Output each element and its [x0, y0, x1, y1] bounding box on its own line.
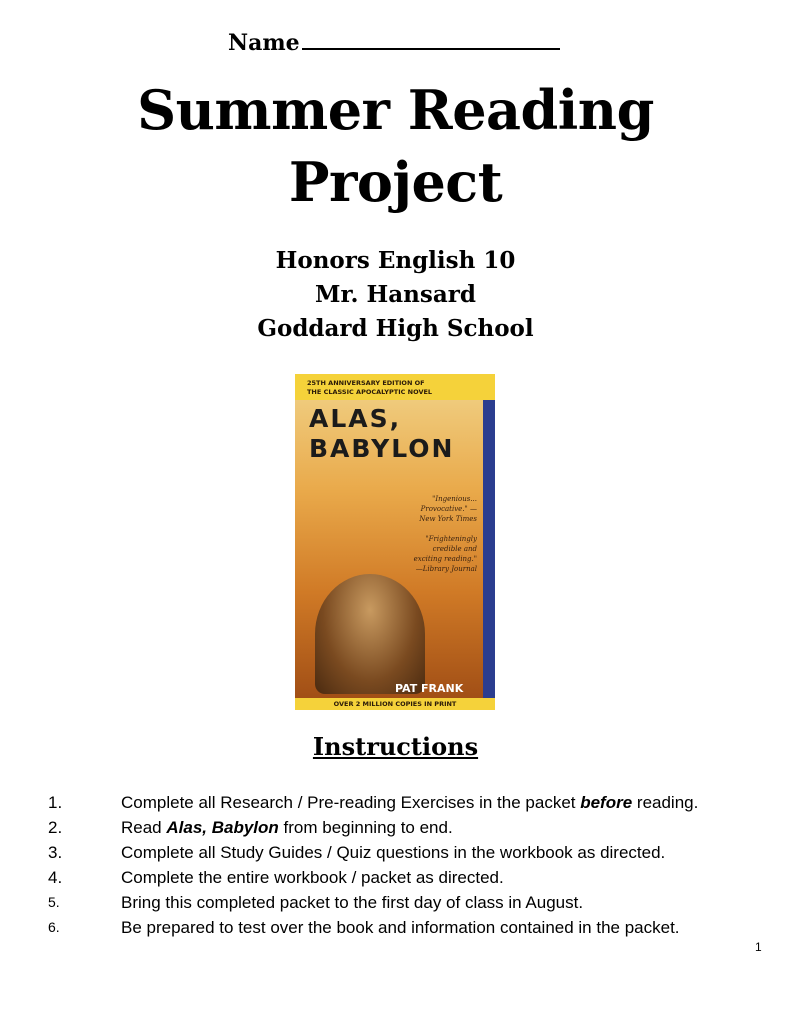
item-text-emphasis: Alas, Babylon [166, 818, 279, 837]
page-title [0, 74, 791, 218]
item-text: Complete the entire workbook / packet as directed. [121, 868, 504, 887]
cover-quote-1: "Ingenious... Provocative." —New York Times [419, 495, 477, 523]
course-info [0, 244, 791, 346]
name-label: Name [228, 30, 300, 56]
cover-illustration-figure [315, 574, 425, 694]
item-number: 1. [48, 793, 63, 812]
teacher-name: Mr. Hansard [315, 281, 476, 308]
item-text-post: reading. [632, 793, 699, 812]
title-line-2: Project [288, 150, 503, 214]
list-item [48, 790, 768, 815]
item-text: Be prepared to test over the book and information contained in the packet. [121, 918, 680, 937]
item-number: 4. [48, 868, 63, 887]
item-text [121, 790, 698, 815]
instructions-list [48, 790, 768, 940]
cover-title-line-1: ALAS, [309, 404, 402, 433]
cover-book-title [309, 404, 454, 464]
class-name: Honors English 10 [275, 247, 516, 274]
list-item [48, 815, 768, 840]
book-cover-image [295, 374, 495, 710]
cover-author: PAT FRANK [395, 682, 464, 695]
item-number: 3. [48, 843, 63, 862]
item-text: Complete all Study Guides / Quiz questions in the workbook as directed. [121, 843, 666, 862]
cover-band-line-1: 25TH ANNIVERSARY EDITION OF [307, 379, 425, 387]
cover-title-line-2: BABYLON [309, 434, 455, 463]
item-number: 6. [48, 919, 60, 935]
item-number: 2. [48, 818, 63, 837]
cover-band-line-2: THE CLASSIC APOCALYPTIC NOVEL [307, 388, 433, 396]
name-field [228, 28, 560, 56]
item-text-emphasis: before [580, 793, 633, 812]
instructions-heading: Instructions [312, 732, 479, 761]
title-line-1: Summer Reading [137, 78, 654, 142]
page-number: 1 [755, 940, 762, 954]
cover-blue-stripe [483, 400, 495, 700]
list-item [48, 890, 768, 915]
item-text [121, 815, 453, 840]
item-number: 5. [48, 894, 60, 910]
cover-bottom-band: OVER 2 MILLION COPIES IN PRINT [295, 698, 495, 710]
item-text-post: from beginning to end. [278, 818, 453, 837]
cover-top-band [295, 374, 495, 400]
item-text: Bring this completed packet to the first day of class in August. [121, 893, 584, 912]
item-text-pre: Read [121, 818, 167, 837]
school-name: Goddard High School [257, 315, 534, 342]
name-blank-line [302, 28, 560, 50]
list-item [48, 915, 768, 940]
list-item [48, 865, 768, 890]
item-text-pre: Complete all Research / Pre-reading Exercises in the packet [121, 793, 581, 812]
cover-quote-2: "Frighteningly credible and exciting reading." —Library Journal [413, 535, 477, 573]
list-item [48, 840, 768, 865]
